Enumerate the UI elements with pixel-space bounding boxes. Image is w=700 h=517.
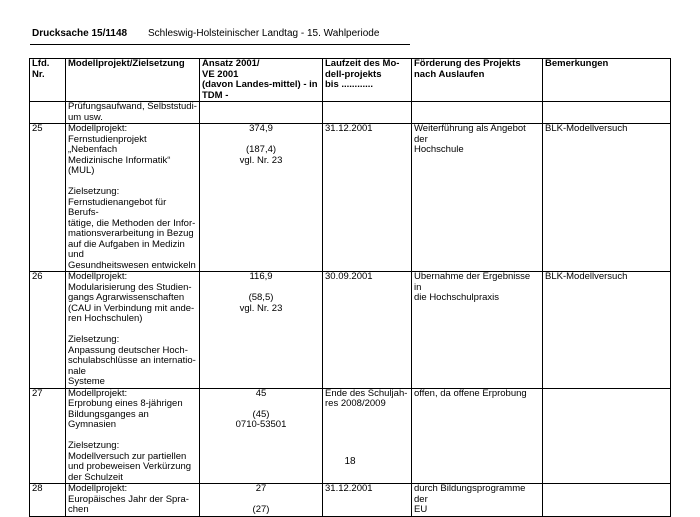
runtime-cell [323, 388, 412, 484]
cell-line: Modellprojekt: [68, 123, 128, 134]
cell-line: um usw. [68, 111, 103, 123]
cell-line: Modularisierung des Studien- [68, 281, 192, 293]
table-row [30, 272, 671, 389]
cell-line: Prüfungsaufwand, Selbststudi- [68, 101, 197, 112]
runtime-cell: 31.12.2001 [323, 484, 412, 517]
amount-detail: vgl. Nr. 23 [239, 154, 283, 166]
col-header-amount-line: Ansatz 2001/ [202, 58, 260, 69]
col-header-amount-line: (davon Landes-mittel) - in [202, 79, 318, 90]
cell-line: auf die Aufgaben in Medizin und [68, 238, 185, 260]
cell-line: Übernahme der Ergebnisse in [414, 271, 531, 293]
remarks-cell: BLK-Modellversuch [543, 124, 671, 272]
col-header-runtime-line: Laufzeit des Mo- [325, 58, 400, 69]
amount-detail: (58,5) [248, 292, 274, 303]
project-table [29, 58, 671, 517]
cell-line: Modellversuch zur partiellen [68, 450, 187, 462]
cell-line: Anpassung deutscher Hoch- [68, 344, 188, 356]
funding-cell [412, 388, 543, 484]
cell-line: Zielsetzung: [68, 334, 120, 345]
project-cell [66, 484, 200, 517]
col-header-funding [412, 59, 543, 102]
col-header-amount-line: VE 2001 [202, 68, 239, 80]
row-number: 25 [30, 124, 66, 272]
col-header-project: Modellprojekt/Zielsetzung [66, 59, 200, 102]
table-row [30, 124, 671, 272]
continuation-text [66, 102, 200, 124]
project-cell [66, 272, 200, 389]
cell-line: Ende des Schuljah- [325, 387, 408, 399]
amount-cell [200, 388, 323, 484]
amount-cell [200, 484, 323, 517]
cell-line: (CAU in Verbindung mit ande- [68, 302, 195, 314]
col-header-nr: Lfd. Nr. [30, 59, 66, 102]
cell-line: und probeweisen Verkürzung [68, 461, 192, 472]
table-header-row [30, 59, 671, 102]
funding-cell [412, 124, 543, 272]
cell-line: Hochschule [414, 144, 464, 155]
row-number: 26 [30, 272, 66, 389]
col-header-funding-line: nach Auslaufen [414, 68, 485, 80]
amount-detail: vgl. Nr. 23 [239, 302, 283, 314]
amount-detail: (187,4) [245, 144, 277, 155]
page-number: 18 [344, 456, 356, 467]
table-row-continuation [30, 102, 671, 124]
cell-line: der Schulzeit [68, 471, 123, 483]
cell-line: Zielsetzung: [68, 440, 120, 451]
amount-value: 45 [255, 387, 267, 399]
cell-line: Fernstudienprojekt „Nebenfach [68, 133, 147, 155]
amount-cell [200, 124, 323, 272]
col-header-runtime-line: bis ............ [325, 79, 374, 90]
table-row [30, 484, 671, 517]
cell-line: EU [414, 504, 428, 515]
col-header-remarks: Bemerkungen [543, 59, 671, 102]
project-cell [66, 124, 200, 272]
page-header [30, 24, 410, 45]
col-header-funding-line: Förderung des Projekts [414, 58, 521, 69]
amount-value: 116,9 [249, 271, 273, 282]
cell-line: Medizinische Informatik“ (MUL) [68, 154, 171, 176]
remarks-cell [543, 484, 671, 517]
funding-cell [412, 484, 543, 517]
cell-line: Erprobung eines 8-jährigen [68, 398, 183, 409]
project-cell [66, 388, 200, 484]
amount-detail: (27) [252, 504, 270, 515]
cell-line: tätige, die Methoden der Infor- [68, 217, 196, 229]
cell-line: Modellprojekt: [68, 271, 128, 282]
amount-cell [200, 272, 323, 389]
cell-line: Bildungsganges an Gymnasien [68, 408, 149, 430]
cell-line: Europäisches Jahr der Spra- [68, 493, 189, 505]
cell-line: Zielsetzung: [68, 186, 120, 197]
amount-value: 27 [255, 483, 267, 494]
parliament-title: Schleswig-Holsteinischer Landtag - 15. Wahlperiode [148, 28, 380, 39]
runtime-cell: 30.09.2001 [323, 272, 412, 389]
cell-line: Weiterführung als Angebot der [414, 123, 526, 145]
cell-line: Modellprojekt: [68, 483, 128, 494]
amount-detail: 0710-53501 [235, 419, 287, 430]
runtime-cell: 31.12.2001 [323, 124, 412, 272]
cell-line: ren Hochschulen) [68, 313, 143, 324]
row-number: 28 [30, 484, 66, 517]
remarks-cell [543, 388, 671, 484]
col-header-amount [200, 59, 323, 102]
table-row [30, 388, 671, 484]
amount-value: 374,9 [249, 123, 273, 134]
amount-detail: (45) [252, 408, 270, 420]
remarks-cell: BLK-Modellversuch [543, 272, 671, 389]
row-number: 27 [30, 388, 66, 484]
cell-line: chen [68, 504, 89, 515]
document-number: Drucksache 15/1148 [32, 28, 128, 39]
cell-line: Modellprojekt: [68, 387, 128, 399]
cell-line: Fernstudienangebot für Berufs- [68, 196, 167, 218]
col-header-runtime [323, 59, 412, 102]
funding-cell [412, 272, 543, 389]
cell-line: schulabschlüsse an internatio- [68, 355, 196, 366]
cell-line: mationsverarbeitung in Bezug [68, 228, 194, 239]
cell-line: offen, da offene Erprobung [414, 387, 527, 399]
cell-line: Systeme [68, 376, 105, 387]
cell-line: durch Bildungsprogramme der [414, 483, 526, 505]
cell-line: res 2008/2009 [325, 398, 386, 409]
cell-line: nale [68, 365, 86, 377]
col-header-runtime-line: dell-projekts [325, 68, 382, 80]
col-header-amount-line: TDM - [202, 89, 229, 101]
cell-line: die Hochschulpraxis [414, 292, 500, 303]
cell-line: Gesundheitswesen entwickeln [68, 259, 196, 271]
cell-line: gangs Agrarwissenschaften [68, 292, 185, 303]
